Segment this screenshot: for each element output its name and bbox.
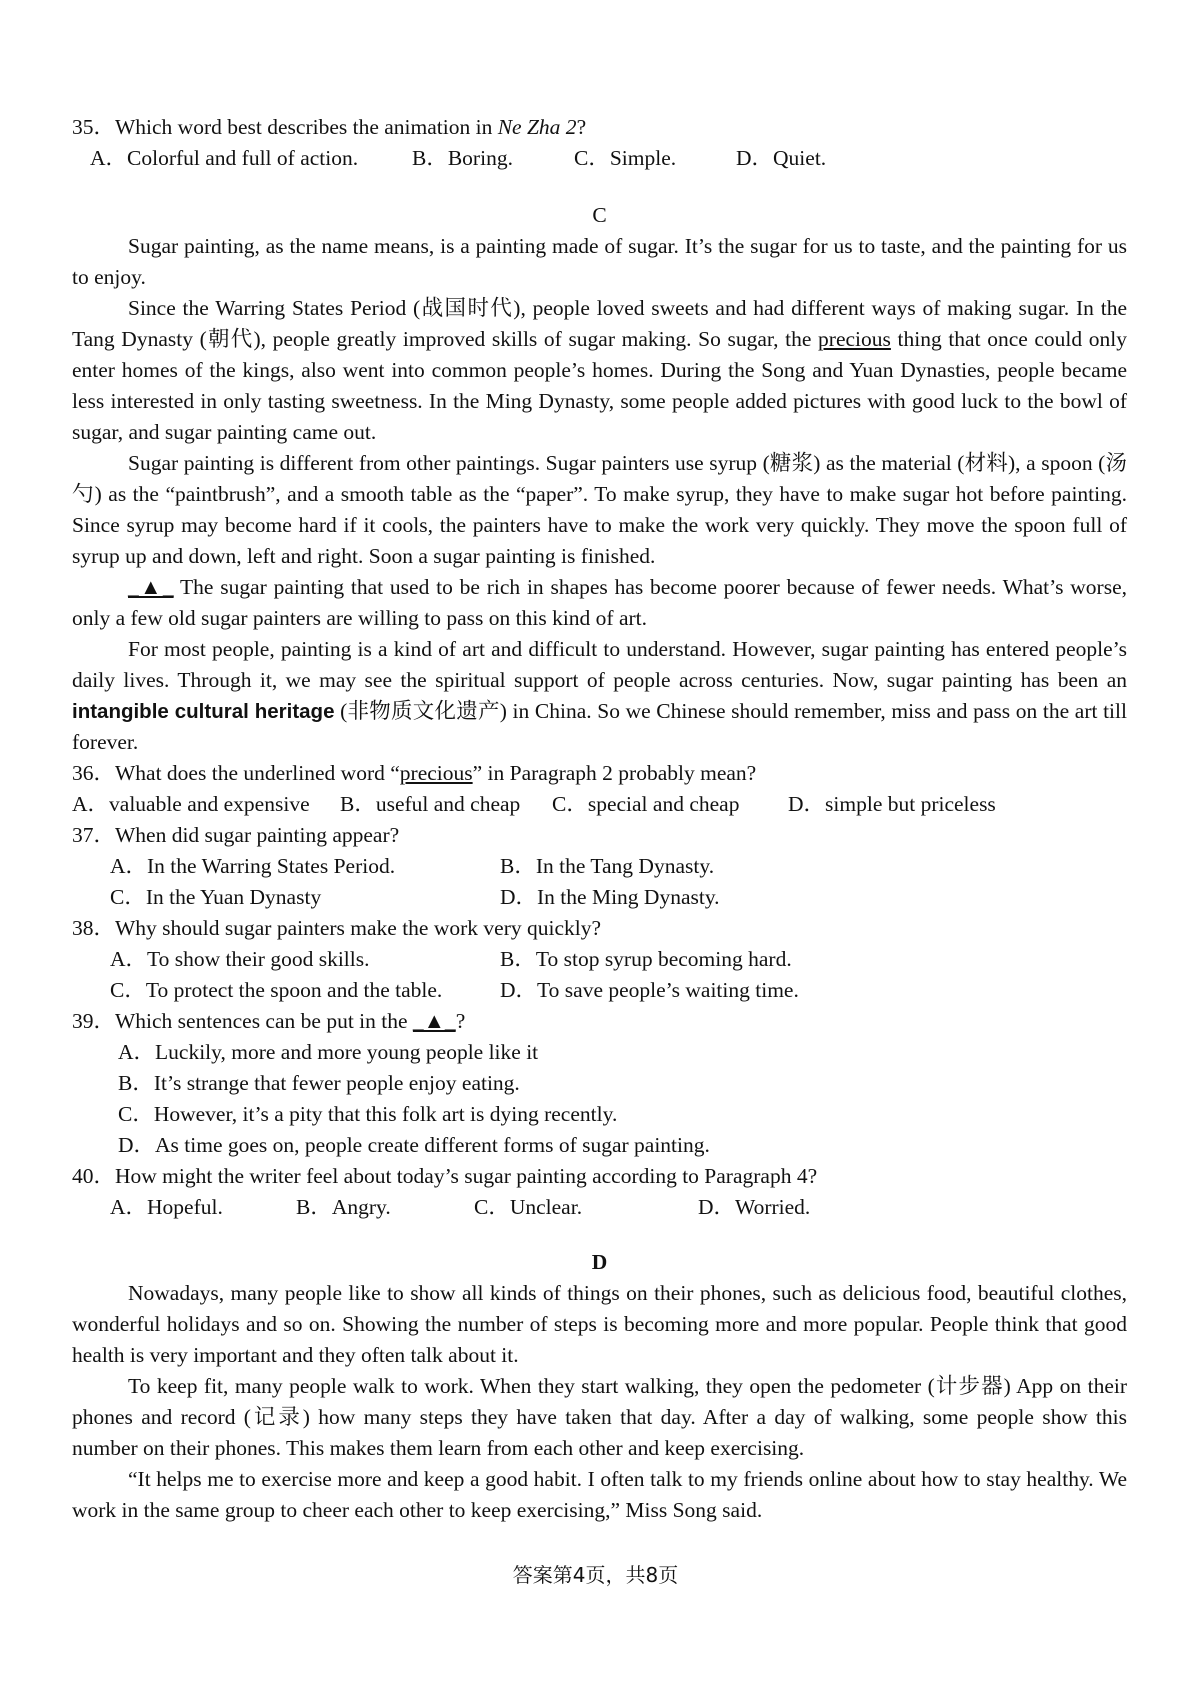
option[interactable]: D．As time goes on, people create different forms of sugar painting. <box>118 1133 710 1157</box>
option[interactable]: D．Quiet. <box>736 146 827 170</box>
blank-marker: _▲_ <box>412 1009 456 1033</box>
question-37-options <box>72 851 1127 913</box>
passage-c-paragraph-2 <box>72 293 1127 448</box>
passage-c-paragraph-5 <box>72 634 1127 758</box>
option[interactable]: B．useful and cheap <box>340 792 521 816</box>
page-footer: 答案第4页，共8页 <box>512 1563 679 1587</box>
question-40-stem: 40．How might the writer feel about today’s sugar painting according to Paragraph 4? <box>72 1164 818 1188</box>
passage-c-paragraph-1: Sugar painting, as the name means, is a painting made of sugar. It’s the sugar for us to taste, and the painting for us to enjoy. <box>72 234 1127 289</box>
question-38-options <box>72 944 1127 1006</box>
paragraph-text: thing that once could only enter homes of the kings, also went into common people’s homes. During the Song and Yuan Dynasties, people became less interested in only tasting sweetness. In the Ming Dynasty, some people added pictures with good luck to the bowl of sugar, and sugar painting came out. <box>72 327 1128 444</box>
question-35-stem-title: Ne Zha 2 <box>497 115 577 139</box>
underlined-word: precious <box>818 327 891 351</box>
question-36-underlined-word: precious <box>399 761 473 785</box>
option[interactable]: B．Angry. <box>296 1195 391 1219</box>
option[interactable]: C．To protect the spoon and the table. <box>110 978 443 1002</box>
option[interactable]: B．Boring. <box>412 146 513 170</box>
question-39-options <box>72 1037 1127 1161</box>
question-36-options <box>72 789 1127 820</box>
question-36-stem-pre: 36．What does the underlined word “ <box>72 761 400 785</box>
question-38-stem: 38．Why should sugar painters make the work very quickly? <box>72 916 602 940</box>
option[interactable]: A．Hopeful. <box>110 1195 223 1219</box>
option[interactable]: A．Colorful and full of action. <box>90 146 359 170</box>
question-39-stem-pre: 39．Which sentences can be put in the <box>72 1009 413 1033</box>
option[interactable]: B．To stop syrup becoming hard. <box>500 947 792 971</box>
option[interactable]: B．It’s strange that fewer people enjoy eating. <box>118 1071 520 1095</box>
exam-page <box>72 112 1127 1526</box>
passage-c-paragraph-3: Sugar painting is different from other paintings. Sugar painters use syrup (糖浆) as the material (材料), a spoon (汤勺) as the “paintbrush”, and a smooth table as the “paper”. To make syrup, they have to make sugar hot before painting. Since syrup may become hard if it cools, the painters have to make the work very quickly. They move the spoon full of syrup up and down, left and right. Soon a sugar painting is finished. <box>72 451 1127 568</box>
paragraph-text: For most people, painting is a kind of art and difficult to understand. However, sugar painting has entered people’s daily lives. Through it, we may see the spiritual support of people across centuries. Now, sugar painting has been an <box>72 637 1127 692</box>
blank-marker: _▲_ <box>128 575 174 599</box>
option[interactable]: C．However, it’s a pity that this folk art is dying recently. <box>118 1102 618 1126</box>
option[interactable]: A．To show their good skills. <box>110 947 370 971</box>
option[interactable]: A．Luckily, more and more young people like it <box>118 1040 539 1064</box>
option[interactable]: A．valuable and expensive <box>72 792 310 816</box>
question-35-stem-pre: 35．Which word best describes the animation in <box>72 115 498 139</box>
question-37-stem: 37．When did sugar painting appear? <box>72 823 400 847</box>
question-39-stem-post: ? <box>455 1009 466 1033</box>
question-35 <box>72 112 1127 143</box>
paragraph-text: (非物质文化遗产) in China. So we Chinese should remember, miss and pass on the art till forever. <box>72 699 1127 754</box>
option[interactable]: D．Worried. <box>698 1195 811 1219</box>
question-40-options <box>72 1192 1127 1223</box>
option[interactable]: C．Unclear. <box>474 1195 583 1219</box>
option[interactable]: C．In the Yuan Dynasty <box>110 885 322 909</box>
bold-term: intangible cultural heritage <box>72 700 335 723</box>
passage-d-paragraph-1: Nowadays, many people like to show all kinds of things on their phones, such as delicious food, beautiful clothes, wonderful holidays and so on. Showing the number of steps is becoming more and more popular. People think that good health is very important and they often talk about it. <box>72 1281 1127 1367</box>
paragraph-text: The sugar painting that used to be rich in shapes has become poorer because of fewer needs. What’s worse, only a few old sugar painters are willing to pass on this kind of art. <box>72 575 1128 630</box>
option[interactable]: B．In the Tang Dynasty. <box>500 854 715 878</box>
option[interactable]: D．To save people’s waiting time. <box>500 978 799 1002</box>
option[interactable]: C．Simple. <box>574 146 677 170</box>
paragraph-text: Since the Warring States Period (战国时代), people loved sweets and had different ways of making sugar. In the Tang Dynasty (朝代), people greatly improved skills of sugar making. So sugar, the <box>72 296 1127 351</box>
question-36-stem-post: ” in Paragraph 2 probably mean? <box>472 761 757 785</box>
option[interactable]: A．In the Warring States Period. <box>110 854 396 878</box>
passage-c-title: C <box>592 203 607 227</box>
question-35-stem-post: ? <box>576 115 587 139</box>
passage-c-paragraph-4 <box>72 572 1127 634</box>
passage-d-paragraph-3: “It helps me to exercise more and keep a good habit. I often talk to my friends online about how to stay healthy. We work in the same group to cheer each other to keep exercising,” Miss Song said. <box>72 1467 1127 1522</box>
question-35-options <box>72 143 1127 174</box>
passage-d-paragraph-2: To keep fit, many people walk to work. When they start walking, they open the pedometer (计步器) App on their phones and record (记录) how many steps they have taken that day. After a day of walking, some people show this number on their phones. This makes them learn from each other and keep exercising. <box>72 1374 1127 1460</box>
question-39 <box>72 1006 1127 1037</box>
option[interactable]: C．special and cheap <box>552 792 740 816</box>
option[interactable]: D．In the Ming Dynasty. <box>500 885 720 909</box>
option[interactable]: D．simple but priceless <box>788 792 996 816</box>
question-36 <box>72 758 1127 789</box>
passage-d-title: D <box>591 1250 608 1274</box>
